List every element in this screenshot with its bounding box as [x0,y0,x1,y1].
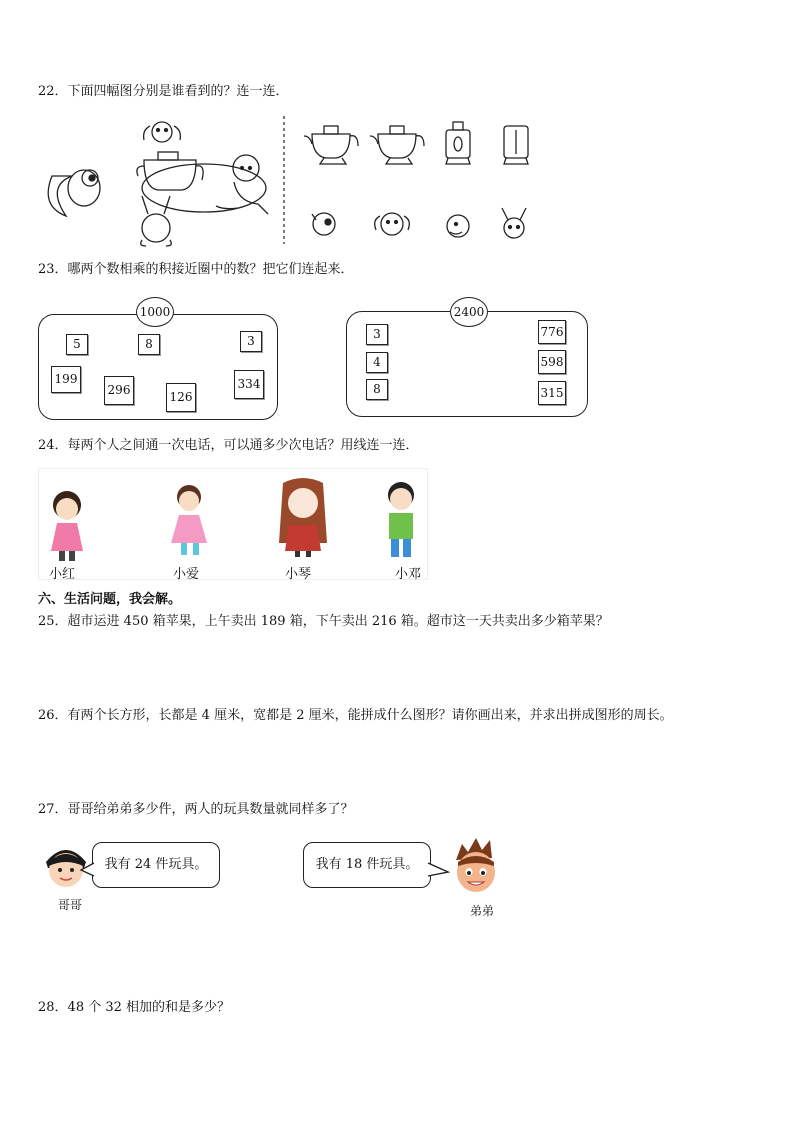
number-box: 126 [166,383,196,412]
girl-xiaohong-icon [51,491,83,561]
number-box: 5 [66,334,88,355]
teapot-views [304,122,528,164]
speech-bubble-right: 我有 18 件玩具。 [303,842,431,888]
question-26: 26．有两个长方形，长都是 4 厘米，宽都是 2 厘米，能拼成什么图形？请你画出来，并求出拼成图形的周长。 [38,708,673,723]
number-box: 315 [538,381,566,405]
bubble-tail-left [80,862,96,878]
question-25: 25．超市运进 450 箱苹果，上午卖出 189 箱，下午卖出 216 箱。超市这一天共卖出多少箱苹果？ [38,614,609,629]
girl-xiaoai-icon [171,485,207,555]
boy-xiaodeng-icon [388,482,414,557]
number-box: 334 [234,370,264,399]
rabbit-head-icon [502,208,526,238]
kid-name: 小红 [49,567,76,582]
number-box: 3 [240,331,262,352]
squirrel-head-icon [312,213,335,235]
teapot-view-1 [304,126,358,164]
q23-left-target: 1000 [136,297,174,327]
kid-name: 小邓 [395,567,422,582]
girl-xiaoqin-icon [279,478,327,557]
name-older-brother: 哥哥 [58,898,83,912]
q24-figure [38,468,428,580]
kid-name: 小琴 [285,567,312,582]
dog-head-icon [375,213,410,235]
number-box: 3 [366,324,388,345]
question-22: 22．下面四幅图分别是谁看到的？连一连． [38,84,289,99]
q23-right-target: 2400 [450,297,488,327]
question-24: 24．每两个人之间通一次电话，可以通多少次电话？用线连一连． [38,438,419,453]
name-younger-brother: 弟弟 [470,904,495,918]
table-scene-illustration [48,122,268,246]
teapot-view-4 [504,126,528,164]
speech-bubble-left: 我有 24 件玩具。 [92,842,220,888]
q22-figure [38,112,538,248]
number-box: 598 [538,350,566,374]
teapot-view-3 [446,122,470,164]
bubble-tail-right [426,862,450,880]
number-box: 199 [51,366,81,393]
animal-heads [312,208,526,238]
number-box: 8 [366,379,388,400]
kid-name: 小爱 [173,567,200,582]
question-23: 23．哪两个数相乘的积接近圈中的数？把它们连起来． [38,262,354,277]
monkey-head-icon [447,215,469,237]
number-box: 776 [538,320,566,344]
kids-illustration [39,469,427,579]
number-box: 8 [138,334,160,355]
number-box: 296 [104,376,134,405]
younger-brother-avatar-icon [448,836,504,898]
question-27: 27．哥哥给弟弟多少件，两人的玩具数量就同样多了？ [38,802,354,817]
number-box: 4 [366,352,388,373]
section-title: 六、生活问题，我会解。 [38,592,182,607]
question-28: 28．48 个 32 相加的和是多少？ [38,1000,231,1015]
teapot-view-2 [370,126,424,164]
